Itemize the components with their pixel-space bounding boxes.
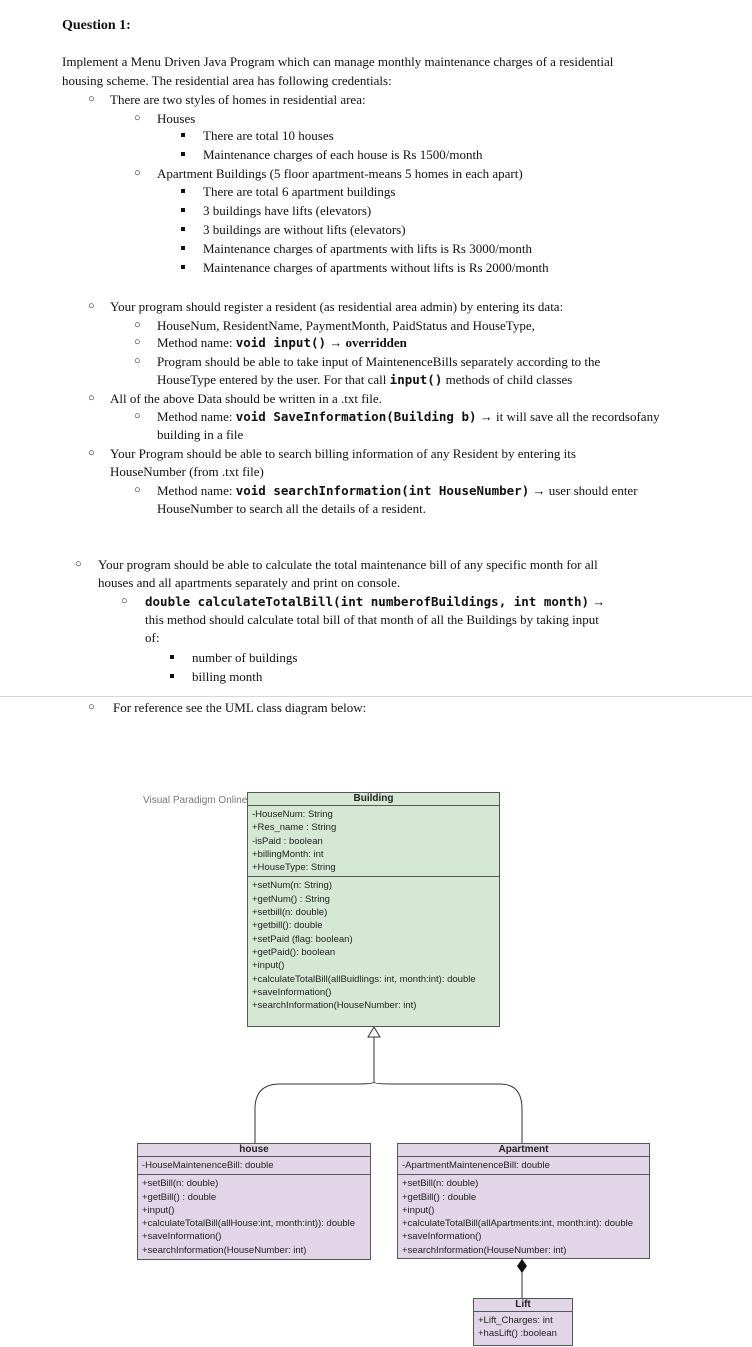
arrow-right-icon: → bbox=[592, 594, 606, 609]
method: +getbill(): double bbox=[252, 920, 323, 932]
houses-total: There are total 10 houses bbox=[203, 128, 334, 143]
class-title: Building bbox=[248, 793, 499, 806]
hollow-bullet-icon: ○ bbox=[88, 93, 95, 105]
class-title: house bbox=[138, 1144, 370, 1157]
apt-no-lifts: 3 buildings are without lifts (elevators) bbox=[203, 222, 406, 237]
method-suffix: → overridden bbox=[326, 335, 407, 350]
uml-class-house bbox=[137, 1143, 371, 1260]
class-methods bbox=[248, 877, 499, 1014]
bills-line2-tail: methods of child classes bbox=[442, 372, 573, 387]
intro-line-2: housing scheme. The residential area has following credentials: bbox=[62, 73, 392, 88]
hollow-bullet-icon: ○ bbox=[121, 595, 128, 607]
watermark-prefix: Visual Paradigm Online bbox=[143, 795, 248, 806]
homes-styles: There are two styles of homes in residential area: bbox=[110, 92, 366, 107]
method-suffix: → user should enter bbox=[529, 483, 638, 498]
search-line-1: Your Program should be able to search billing information of any Resident by entering its bbox=[110, 446, 576, 461]
method-suffix: → it will save all the recordsofany bbox=[476, 409, 660, 424]
hollow-bullet-icon: ○ bbox=[88, 392, 95, 404]
attribute: -HouseNum: String bbox=[252, 809, 333, 820]
method-code: void SaveInformation(Building b) bbox=[235, 409, 477, 424]
search-line-3: HouseNumber to search all the details of a resident. bbox=[157, 501, 426, 516]
total-desc-1: this method should calculate total bill of that month of all the Buildings by taking input bbox=[145, 612, 599, 627]
class-attributes bbox=[138, 1157, 370, 1175]
bills-line2-code: input() bbox=[389, 372, 443, 387]
hollow-bullet-icon: ○ bbox=[134, 112, 141, 124]
apt-total: There are total 6 apartment buildings bbox=[203, 184, 396, 199]
method: +saveInformation() bbox=[142, 1231, 222, 1243]
method-code: void input() bbox=[235, 335, 327, 350]
connector-apartment bbox=[374, 1082, 522, 1143]
apt-lifts: 3 buildings have lifts (elevators) bbox=[203, 203, 372, 218]
method: +getBill() : double bbox=[402, 1191, 477, 1203]
method: +input() bbox=[142, 1204, 175, 1216]
method-prefix: Method name: bbox=[157, 335, 236, 350]
class-methods bbox=[398, 1175, 649, 1259]
method-code: void searchInformation(int HouseNumber) bbox=[235, 483, 530, 498]
hollow-bullet-icon: ○ bbox=[88, 300, 95, 312]
attribute: -ApartmentMaintenenceBill: double bbox=[402, 1160, 550, 1171]
attribute: +billingMonth: int bbox=[252, 848, 324, 860]
connector-house bbox=[255, 1082, 374, 1143]
method: +setBill(n: double) bbox=[142, 1178, 219, 1190]
method: +searchInformation(HouseNumber: int) bbox=[252, 1000, 417, 1012]
attribute: +HouseType: String bbox=[252, 862, 336, 874]
hollow-bullet-icon: ○ bbox=[134, 484, 141, 496]
hollow-bullet-icon: ○ bbox=[134, 319, 141, 331]
method: +setbill(n: double) bbox=[252, 907, 328, 919]
hollow-bullet-icon: ○ bbox=[88, 447, 95, 459]
bills-line2-text: HouseType entered by the user. For that call bbox=[157, 372, 390, 387]
hollow-bullet-icon: ○ bbox=[134, 167, 141, 179]
uml-class-building bbox=[247, 792, 500, 1027]
class-title: Lift bbox=[474, 1299, 572, 1312]
total-line-1: Your program should be able to calculate the total maintenance bill of any specific month for all bbox=[98, 557, 598, 572]
save-text: All of the above Data should be written in a .txt file. bbox=[110, 391, 382, 406]
method: +getNum() : String bbox=[252, 893, 330, 905]
method: +saveInformation() bbox=[252, 986, 332, 998]
register-fields: HouseNum, ResidentName, PaymentMonth, PaidStatus and HouseType, bbox=[157, 318, 535, 333]
method: +getBill() : double bbox=[142, 1191, 217, 1203]
houses-charges: Maintenance charges of each house is Rs 1500/month bbox=[203, 147, 483, 162]
method-prefix: Method name: bbox=[157, 483, 236, 498]
method-code: double calculateTotalBill(int numberofBuildings, int month) bbox=[145, 594, 590, 609]
uml-class-lift bbox=[473, 1298, 573, 1346]
question-title: Question 1: bbox=[62, 18, 131, 33]
apartments-heading: Apartment Buildings (5 floor apartment-means 5 homes in each apart) bbox=[157, 166, 523, 181]
class-title: Apartment bbox=[398, 1144, 649, 1157]
method: +calculateTotalBill(allHouse:int, month:int)): double bbox=[142, 1218, 356, 1230]
total-line-2: houses and all apartments separately and print on console. bbox=[98, 575, 401, 590]
method: +saveInformation() bbox=[402, 1231, 482, 1243]
method: +searchInformation(HouseNumber: int) bbox=[402, 1244, 567, 1256]
composition-diamond-icon bbox=[517, 1259, 527, 1273]
register-bills-line-1: Program should be able to take input of MaintenenceBills separately according to the bbox=[157, 354, 601, 369]
attribute: -HouseMaintenenceBill: double bbox=[142, 1160, 274, 1171]
total-input-2: billing month bbox=[192, 669, 263, 684]
inheritance-arrowhead bbox=[368, 1027, 380, 1037]
search-line-2: HouseNumber (from .txt file) bbox=[110, 464, 264, 479]
class-attributes bbox=[398, 1157, 649, 1175]
total-input-1: number of buildings bbox=[192, 650, 298, 665]
hollow-bullet-icon: ○ bbox=[134, 355, 141, 367]
save-line-2: building in a file bbox=[157, 427, 244, 442]
houses-heading: Houses bbox=[157, 111, 196, 126]
method: +getPaid(): boolean bbox=[252, 946, 336, 958]
attribute: +hasLift() :boolean bbox=[478, 1328, 557, 1340]
total-desc-2: of: bbox=[145, 630, 160, 645]
method: +setBill(n: double) bbox=[402, 1178, 479, 1190]
apt-charges-lift: Maintenance charges of apartments with lifts is Rs 3000/month bbox=[203, 241, 533, 256]
register-text: Your program should register a resident (as residential area admin) by entering its data: bbox=[110, 299, 564, 314]
hollow-bullet-icon: ○ bbox=[75, 558, 82, 570]
hollow-bullet-icon: ○ bbox=[88, 701, 95, 713]
method: +setNum(n: String) bbox=[252, 880, 332, 892]
uml-class-apartment bbox=[397, 1143, 650, 1259]
hollow-bullet-icon: ○ bbox=[134, 336, 141, 348]
method: +input() bbox=[402, 1204, 435, 1216]
reference-text: For reference see the UML class diagram below: bbox=[113, 700, 367, 715]
class-attributes bbox=[474, 1312, 572, 1343]
class-attributes bbox=[248, 806, 499, 877]
attribute: -isPaid : boolean bbox=[252, 835, 323, 847]
method: +searchInformation(HouseNumber: int) bbox=[142, 1244, 307, 1256]
attribute: +Res_name : String bbox=[252, 822, 337, 834]
method: +calculateTotalBill(allApartments:int, month:int): double bbox=[402, 1218, 634, 1230]
attribute: +Lift_Charges: int bbox=[478, 1315, 553, 1326]
apt-charges-nolift: Maintenance charges of apartments without lifts is Rs 2000/month bbox=[203, 260, 549, 275]
class-methods bbox=[138, 1175, 370, 1259]
method-prefix: Method name: bbox=[157, 409, 236, 424]
hollow-bullet-icon: ○ bbox=[134, 410, 141, 422]
method: +calculateTotalBill(allBuidlings: int, month:int): double bbox=[252, 973, 476, 985]
intro-line-1: Implement a Menu Driven Java Program which can manage monthly maintenance charges of a residential bbox=[62, 54, 614, 69]
method: +setPaid (flag: boolean) bbox=[252, 933, 353, 945]
method: +input() bbox=[252, 960, 285, 972]
